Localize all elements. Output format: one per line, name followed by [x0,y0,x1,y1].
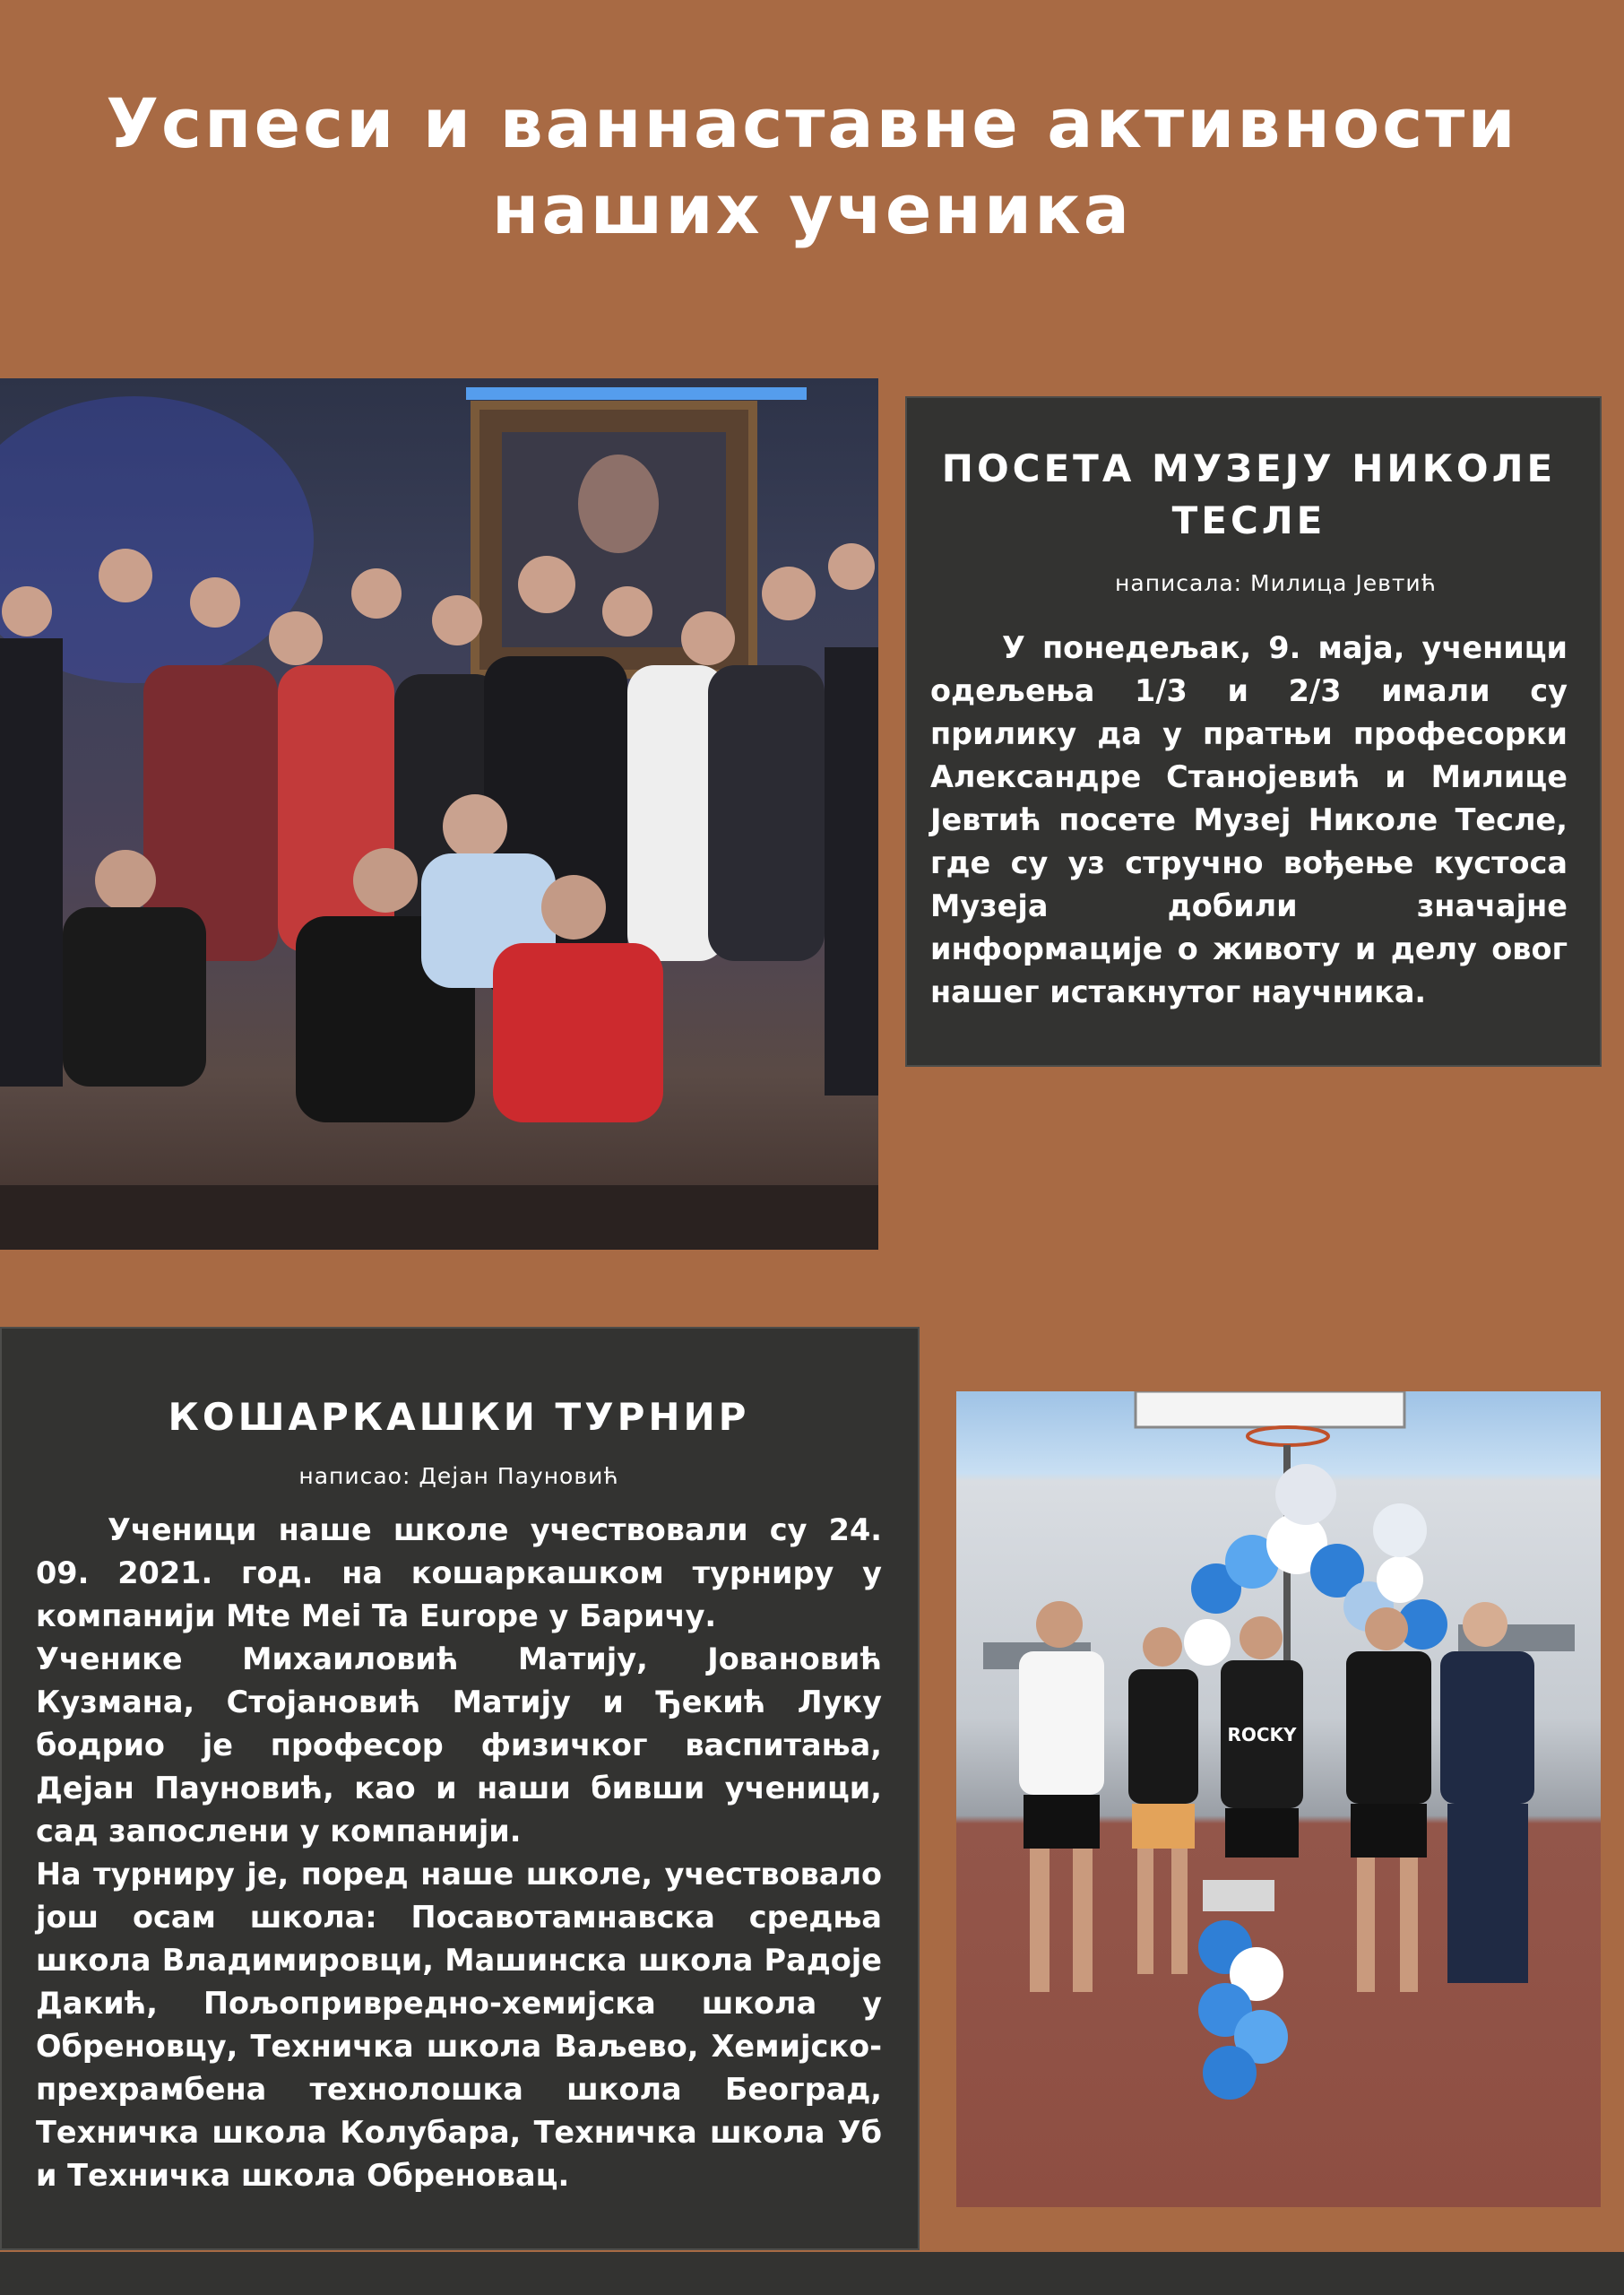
basketball-photo-illustration [956,1391,1601,2207]
museum-heading-line2: ТЕСЛЕ [1171,498,1326,542]
museum-group-photo [0,378,878,1250]
basketball-paragraph-2: Ученике Михаиловић Матију, Јовановић Кузмана, Стојановић Матију и Ђекић Луку бодрио је професор физичког васпитања, Дејан Пауновић, као и наши бивши ученици, сад запослени у компанији. [36,1641,882,1849]
basketball-article-heading: КОШАРКАШКИ ТУРНИР [168,1395,750,1439]
basketball-paragraph-1: Ученици наше школе учествовали су 24. 09. 2021. год. на кошаркашком турниру у компанији Mte Mei Ta Europe у Баричу. [36,1512,882,1633]
museum-article-byline: написала: Милица Јевтић [1115,570,1437,596]
basketball-article-body [36,1509,882,2197]
basketball-article-byline: написао: Дејан Пауновић [298,1463,619,1489]
museum-photo-illustration [0,378,878,1250]
basketball-team-photo [956,1391,1601,2207]
museum-article-panel [905,396,1602,1067]
bottom-strip [0,2252,1624,2295]
rocky-shirt-text: ROCKY [1227,1724,1297,1745]
museum-article-body [930,627,1568,1014]
museum-article-paragraph: У понедељак, 9. маја, ученици одељења 1/3 и 2/3 имали су прилику да у пратњи професорки Александре Станојевић и Милице Јевтић посете Музеј Николе Тесле, где су уз стручно вођење кустоса Музеја добили значајне информације о животу и делу овог нашег истакнутог научника. [930,630,1568,1009]
page-title [0,81,1624,253]
museum-article-heading [930,443,1568,547]
page-title-line1: Успеси и ваннаставне активности [106,83,1518,163]
basketball-paragraph-3: На турниру је, поред наше школе, учествовало још осам школа: Посавотамнавска средња школа Владимировци, Машинска школа Радоје Дакић, Пољопривредно-хемијска школа у Обреновцу, Техничка школа Ваљево, Хемијско-прехрамбена технолошка школа Београд, Техничка школа Колубара, Техничка школа Уб и Техничка школа Обреновац. [36,1857,882,2193]
basketball-article-panel [0,1327,920,2250]
museum-heading-line1: ПОСЕТА МУЗЕЈУ НИКОЛЕ [941,446,1557,490]
page-title-line2: наших ученика [491,169,1133,249]
